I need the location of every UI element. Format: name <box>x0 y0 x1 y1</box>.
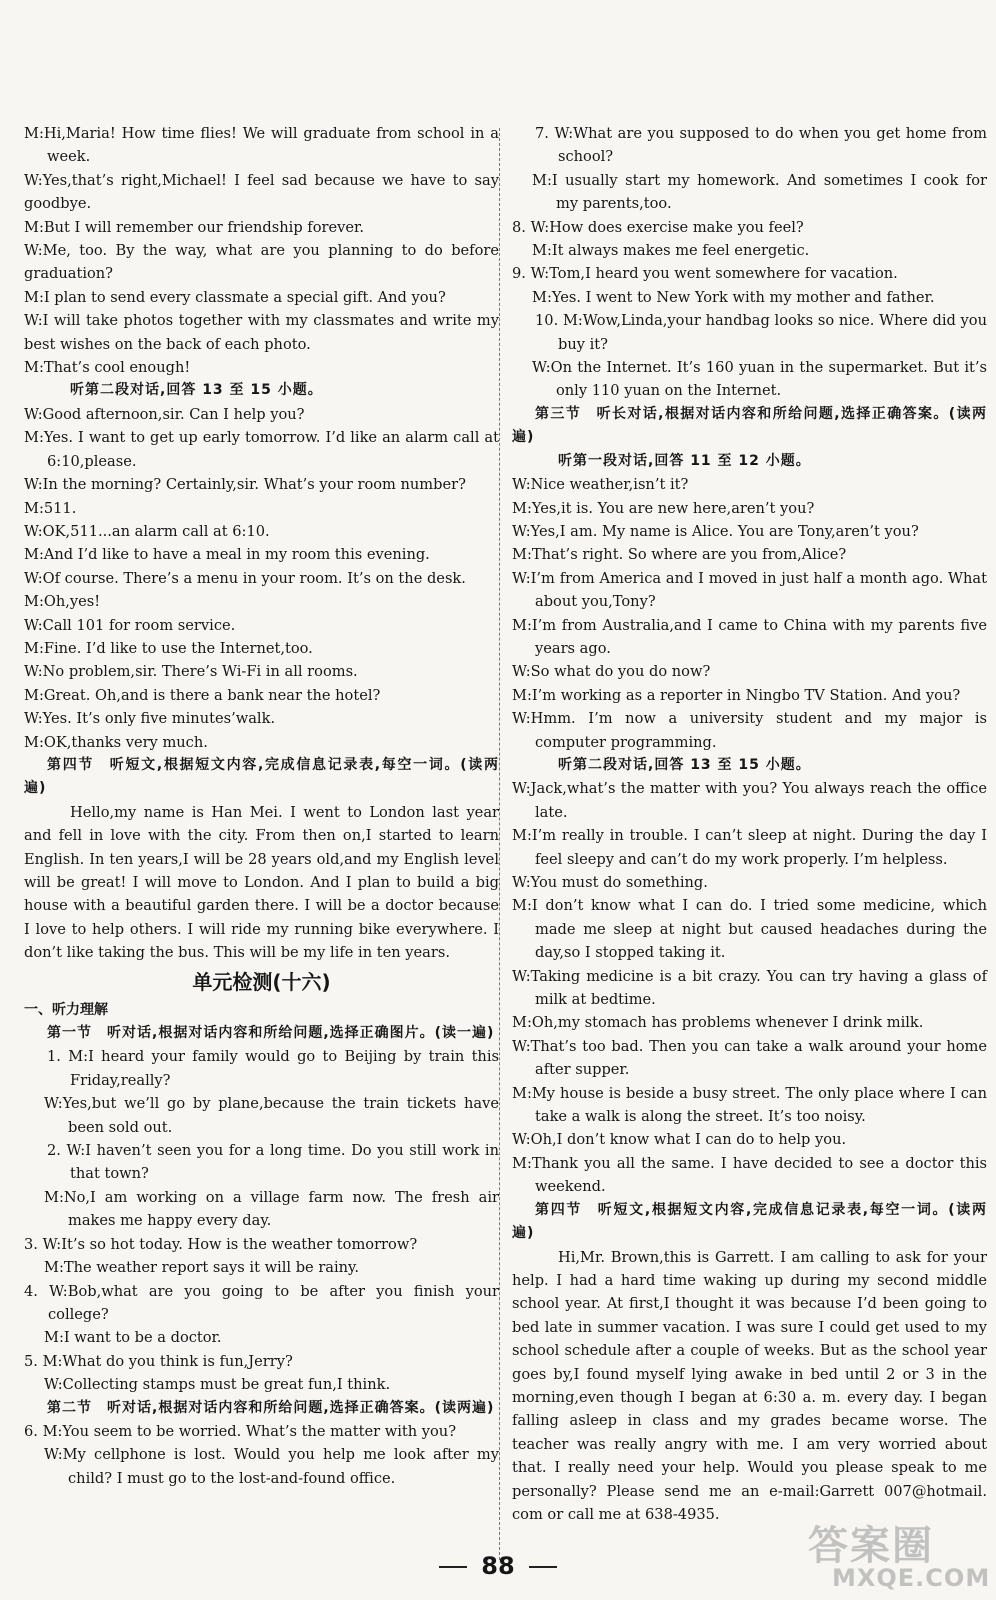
text-paragraph: M:Yes,it is. You are new here,aren’t you? <box>512 499 815 517</box>
text-paragraph: W:Yes. It’s only five minutes’walk. <box>24 710 276 728</box>
section-heading: 第四节 听短文,根据短文内容,完成信息记录表,每空一词。(读两遍) <box>24 756 499 797</box>
watermark-text: 答案圈 <box>808 1523 934 1569</box>
page-number: 88 <box>0 1552 996 1580</box>
text-paragraph: 4. W:Bob,what are you going to be after you finish your college? <box>24 1282 499 1323</box>
text-paragraph: 2. W:I haven’t seen you for a long time. Do you still work in that town? <box>47 1142 499 1183</box>
text-paragraph: W:Oh,I don’t know what I can do to help you. <box>512 1131 847 1149</box>
text-paragraph: W:I’m from America and I moved in just half a month ago. What about you,Tony? <box>512 569 987 611</box>
text-paragraph: W:Me, too. By the way, what are you planning to do before graduation? <box>24 242 499 283</box>
text-paragraph: M:Oh,yes! <box>24 593 101 611</box>
text-paragraph: M:I don’t know what I can do. I tried some medicine, which made me sleep at night but caused headaches during the day,so I stopped taking it. <box>512 897 987 962</box>
text-paragraph: W:So what do you do now? <box>512 663 711 681</box>
text-paragraph: M:Yes. I want to get up early tomorrow. I’d like an alarm call at 6:10,please. <box>24 429 499 470</box>
text-paragraph: M:OK,thanks very much. <box>24 733 208 751</box>
section-heading: 听第二段对话,回答 13 至 15 小题。 <box>70 382 323 399</box>
text-paragraph: W:Call 101 for room service. <box>24 616 236 634</box>
text-paragraph: M:I’m working as a reporter in Ningbo TV Station. And you? <box>512 686 961 704</box>
text-paragraph: 5. M:What do you think is fun,Jerry? <box>24 1352 293 1370</box>
text-paragraph: W:Yes,that’s right,Michael! I feel sad because we have to say goodbye. <box>24 171 499 213</box>
text-paragraph: Hi,Mr. Brown,this is Garrett. I am calling to ask for your help. I had a hard time waking up during my second middle school year. At first,I thought it was because I’d been going to bed late in summer vacation. I was sure I could get used to my school schedule after a couple of weeks. But as the school year goes by,I found myself lying awake in bed until 2 or 3 in the morning,even though I began at 6:30 a. m. every day. I began falling asleep in class and my grades became worse. The teacher was really angry with me. I am very worried about that. I really need your help. Would you please speak to me personally? Please send me an e-mail:Garrett 007@hotmail. com or call me at 638-4935. <box>512 1248 987 1523</box>
text-paragraph: 1. M:I heard your family would go to Beijing by train this Friday,really? <box>47 1048 499 1089</box>
text-paragraph: 6. M:You seem to be worried. What’s the matter with you? <box>24 1422 457 1440</box>
section-heading: 听第一段对话,回答 11 至 12 小题。 <box>558 452 811 469</box>
text-paragraph: 3. W:It’s so hot today. How is the weather tomorrow? <box>24 1235 418 1253</box>
unit-title: 单元检测(十六) <box>192 969 331 994</box>
text-paragraph: M:I plan to send every classmate a special gift. And you? <box>24 288 446 306</box>
text-paragraph: W:Taking medicine is a bit crazy. You can try having a glass of milk at bedtime. <box>512 967 987 1009</box>
text-paragraph: M:I usually start my homework. And sometimes I cook for my parents,too. <box>532 171 987 213</box>
text-paragraph: M:I’m from Australia,and I came to China with my parents five years ago. <box>512 616 987 657</box>
section-heading: 第二节 听对话,根据对话内容和所给问题,选择正确答案。(读两遍) <box>47 1399 495 1416</box>
watermark-logo <box>788 1514 991 1592</box>
text-paragraph: 一、听力理解 <box>24 1001 108 1018</box>
text-paragraph: M:Thank you all the same. I have decided to see a doctor this weekend. <box>512 1154 987 1196</box>
watermark-url: MXQE.COM <box>832 1564 991 1592</box>
text-paragraph: M:My house is beside a busy street. The only place where I can take a walk is along the street. It’s too noisy. <box>512 1084 987 1126</box>
text-paragraph: W:On the Internet. It’s 160 yuan in the supermarket. But it’s only 110 yuan on the Internet. <box>532 359 987 400</box>
text-paragraph: W:Collecting stamps must be great fun,I think. <box>44 1376 391 1394</box>
text-paragraph: M:And I’d like to have a meal in my room this evening. <box>24 546 430 564</box>
text-paragraph: W:Of course. There’s a menu in your room. It’s on the desk. <box>24 569 466 587</box>
text-paragraph: W:OK,511...an alarm call at 6:10. <box>24 522 270 540</box>
text-paragraph: 7. W:What are you supposed to do when you get home from school? <box>535 125 987 166</box>
text-paragraph: M:That’s right. So where are you from,Alice? <box>512 546 847 564</box>
text-paragraph: W:My cellphone is lost. Would you help me look after my child? I must go to the lost-and-found office. <box>44 1446 499 1487</box>
text-paragraph: 8. W:How does exercise make you feel? <box>512 218 804 236</box>
text-paragraph: M:Oh,my stomach has problems whenever I drink milk. <box>512 1014 924 1032</box>
text-paragraph: W:Jack,what’s the matter with you? You always reach the office late. <box>512 780 987 821</box>
text-paragraph: W:No problem,sir. There’s Wi-Fi in all rooms. <box>24 663 358 681</box>
text-paragraph: 9. W:Tom,I heard you went somewhere for vacation. <box>512 265 898 283</box>
text-paragraph: W:In the morning? Certainly,sir. What’s your room number? <box>24 476 466 494</box>
text-paragraph: W:Hmm. I’m now a university student and my major is computer programming. <box>512 710 987 751</box>
right-column <box>512 122 987 1526</box>
text-paragraph: W:Yes,but we’ll go by plane,because the train tickets have been sold out. <box>44 1095 499 1136</box>
text-paragraph: M:I’m really in trouble. I can’t sleep at night. During the day I feel sleepy and can’t do my work properly. I’m helpless. <box>512 827 987 868</box>
text-paragraph: M:Great. Oh,and is there a bank near the hotel? <box>24 686 381 704</box>
text-paragraph: M:511. <box>24 499 77 517</box>
left-column <box>24 122 499 1490</box>
text-paragraph: W:That’s too bad. Then you can take a walk around your home after supper. <box>512 1037 987 1079</box>
text-paragraph: 10. M:Wow,Linda,your handbag looks so nice. Where did you buy it? <box>535 312 987 353</box>
text-paragraph: M:Yes. I went to New York with my mother and father. <box>532 288 935 306</box>
text-paragraph: W:Good afternoon,sir. Can I help you? <box>24 405 305 423</box>
text-paragraph: M:It always makes me feel energetic. <box>532 242 810 260</box>
text-paragraph: W:You must do something. <box>512 874 708 891</box>
section-heading: 第四节 听短文,根据短文内容,完成信息记录表,每空一词。(读两遍) <box>512 1201 987 1242</box>
text-paragraph: M:But I will remember our friendship forever. <box>24 218 364 236</box>
text-paragraph: M:No,I am working on a village farm now. The fresh air makes me happy every day. <box>44 1188 499 1230</box>
column-divider <box>499 128 500 1560</box>
text-paragraph: M:I want to be a doctor. <box>44 1329 222 1347</box>
text-paragraph: Hello,my name is Han Mei. I went to London last year and fell in love with the city. From then on,I started to learn English. In ten years,I will be 28 years old,and my English level will be great! I will move to London. And I plan to build a big house with a beautiful garden there. I will be a doctor because I love to help others. I will ride my running bike everywhere. I don’t like taking the bus. This will be my life in ten years. <box>24 803 499 962</box>
text-paragraph: W:Nice weather,isn’t it? <box>512 476 689 494</box>
text-paragraph: M:That’s cool enough! <box>24 359 191 377</box>
text-paragraph: W:Yes,I am. My name is Alice. You are Tony,aren’t you? <box>512 522 919 540</box>
text-paragraph: M:Hi,Maria! How time flies! We will graduate from school in a week. <box>24 125 499 166</box>
section-heading: 听第二段对话,回答 13 至 15 小题。 <box>558 756 811 773</box>
section-heading: 第三节 听长对话,根据对话内容和所给问题,选择正确答案。(读两遍) <box>512 405 987 446</box>
text-paragraph: M:Fine. I’d like to use the Internet,too. <box>24 639 313 657</box>
text-paragraph: M:The weather report says it will be rainy. <box>44 1259 360 1277</box>
text-paragraph: W:I will take photos together with my classmates and write my best wishes on the back of each photo. <box>24 312 499 353</box>
section-heading: 第一节 听对话,根据对话内容和所给问题,选择正确图片。(读一遍) <box>47 1025 495 1042</box>
